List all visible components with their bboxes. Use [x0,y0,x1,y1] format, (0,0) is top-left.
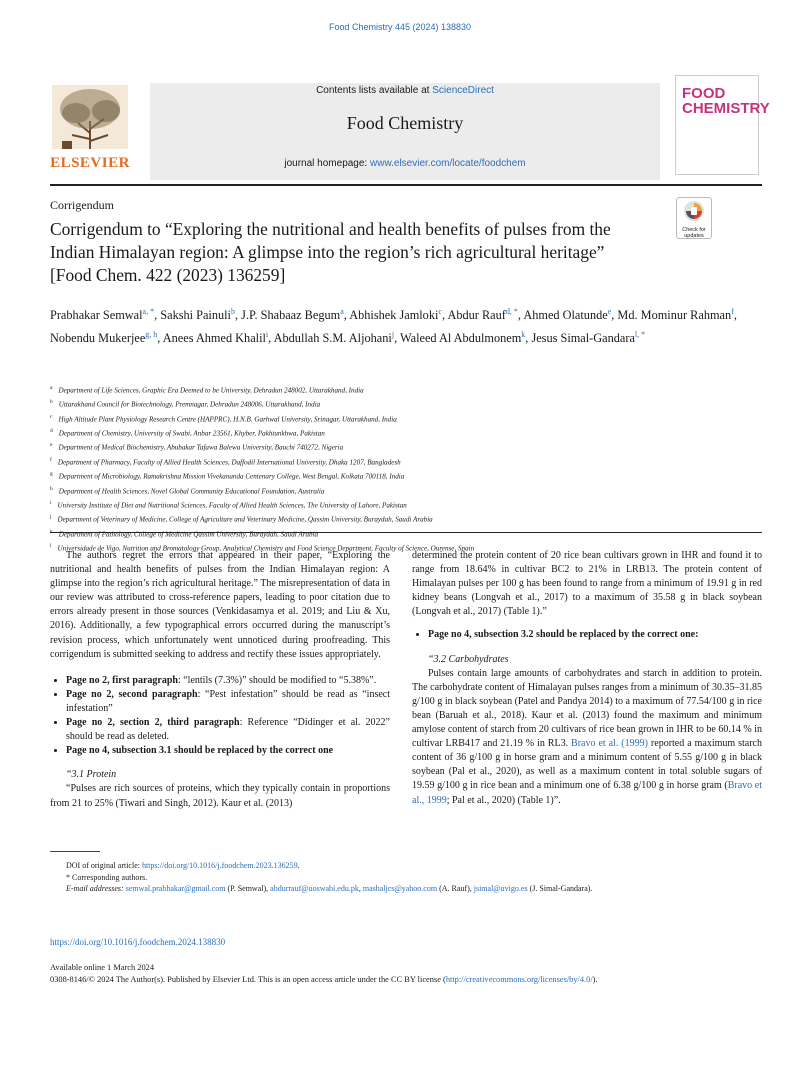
journal-masthead [50,83,770,183]
affiliation-text: Department of Medical Biochemistry, Abubakar Tafawa Balewa University, Bauchi 740272, Nigeria [58,443,344,452]
article-type: Corrigendum [50,198,114,212]
correction-list [50,674,390,759]
subsection-3-2-heading: “3.2 Carbohydrates [428,653,509,665]
affiliation-key: f [50,456,52,463]
email-link[interactable]: semwal.prabhakar@gmail.com [125,884,226,893]
correction-item-2-text: : “Pest infestation” should be read as “insect infestation” [66,688,391,714]
affiliation-text: University Institute of Diet and Nutritional Sciences, Faculty of Allied Health Sciences, The University of Lahore, Pakistan [57,501,407,510]
footnote-rule [50,851,100,852]
cover-title-line-2: CHEMISTRY [682,100,770,117]
section-rule [50,532,762,533]
article-title: Corrigendum to “Exploring the nutritional and health benefits of pulses from the Indian Himalayan region: A glimpse into the region’s rich agricultural heritage” [Food Chem. 422 (2023) 136259] [50,219,611,285]
email-owner: (A. Rauf), [437,884,474,893]
body-right-column [412,549,762,808]
intro-paragraph: The authors regret the errors that appeared in their paper, “Exploring the nutritional and health benefits of pulses from the Indian Himalayan region: A glimpse into the region’s rich agricultural heritage.” The misrepresentation of data in our review was attributed to cross-reference papers, leading to poor citation due to errors already present in those sources (Venkidasamya et al. 2019; and Liu & Xu, 2016). Additionally, a few typographical errors occurred during the manuscript’s revision process, which unfortunately went unnoticed during proofreading. This corrigendum is submitted seeking to address and rectify these issues appropriately. [50,550,390,660]
subsection-3-2-text-c: ; Pal et al., 2020) (Table 1)”. [446,794,561,806]
affiliation-key: h [50,485,53,492]
correction-list-right [412,628,762,642]
author-affiliation-marker[interactable]: l, * [634,330,646,340]
affiliation-key: a [50,385,53,391]
affiliation-item [50,511,760,525]
original-article-doi-link[interactable]: https://doi.org/10.1016/j.foodchem.2023.136259 [141,861,298,870]
affiliation-text: Department of Pharmacy, Faculty of Allied Health Sciences, Daffodil International University, Dhaka 1207, Bangladesh [57,458,401,467]
contents-line [150,85,660,96]
author-affiliation-marker[interactable]: k [521,330,526,340]
affiliation-item [50,483,760,497]
affiliation-item [50,411,760,425]
affiliation-item [50,382,760,396]
subsection-3-1-continued: determined the protein content of 20 rice bean cultivars grown in IHR and found it to range from 18.64% in cultivar BC2 to 21% in LRB13. The protein content of Himalayan pulses per 100 g has been found to range from a minimum of 19.91 g in red kidney beans (Longvah et al., 2017) to a maximum of 35.58 g in black soybean (Longvah et al., 2017) (Table 1).” [412,550,762,618]
sciencedirect-link[interactable]: ScienceDirect [432,85,494,96]
subsection-3-1-text: “Pulses are rich sources of proteins, which they typically contain in proportions from 21 to 25% (Tiwari and Singh, 2012). Kaur et al. (2013) [50,783,390,809]
author-name[interactable]: Md. Mominur Rahman [617,308,732,323]
author-affiliation-marker[interactable]: b [230,307,235,316]
affiliation-key: i [50,499,52,506]
affiliation-key: k [50,528,53,535]
affiliation-key: g [50,471,53,478]
correction-item-5 [428,628,762,642]
doi-footnote [50,860,762,872]
author-affiliation-marker[interactable]: g, h [145,330,158,340]
affiliation-text: Department of Health Sciences, Novel Global Community Educational Foundation, Australia [58,486,325,495]
author-name[interactable]: Anees Ahmed Khalil [162,331,266,346]
correction-item-2 [66,688,390,716]
affiliation-text: High Altitude Plant Physiology Research Centre (HAPPRC), H.N.B. Garhwal University, Srinagar, Uttarakhand, India [58,415,397,424]
author-name[interactable]: Abdur Rauf [447,308,506,323]
correction-item-3 [66,716,390,744]
affiliation-key: l [50,542,52,549]
correction-item-1-bold: Page no 2, first paragraph [66,674,178,686]
affiliation-item [50,468,760,482]
email-link[interactable]: abdurrauf@uoswabi.edu.pk [270,884,359,893]
email-link[interactable]: jsimal@uvigo.es [473,884,528,893]
affiliation-key: j [50,514,52,521]
available-online: Available online 1 March 2024 [50,963,155,972]
email-owner: (P. Semwal), [225,884,271,893]
affiliation-text: Department of Life Sciences, Graphic Era Deemed to be University, Dehradun 248002, Uttarakhand, India [58,386,364,395]
email-label: E-mail addresses: [66,884,126,893]
author-name[interactable]: Abhishek Jamloki [349,308,439,323]
author-name[interactable]: Nobendu Mukerjee [50,331,146,346]
affiliation-text: Uttarakhand Council for Biotechnology, Premnagar, Dehradun 248006, Uttarakhand, India [58,400,321,409]
body-left-column [50,549,390,811]
subsection-3-2-text-b: reported a maximum starch content of 36 g/100 g in horse gram and a minimum content of 5.55 g/100 g in black soybean (Pal et al., 2020), as well as a maximum content in total soluble sugars of 19.59 g/100 g in rice bean and a minimum one of 6.38 g/100 g in horse gram ( [412,738,762,792]
author-affiliation-marker[interactable]: e [607,307,612,316]
author-affiliation-marker[interactable]: j [391,330,395,340]
subsection-3-1-heading: “3.1 Protein [66,769,117,781]
subsection-3-2-text [412,667,762,808]
email-owner: , [358,884,363,893]
affiliation-item [50,497,760,511]
author-name[interactable]: Waleed Al Abdulmonem [400,331,522,346]
affiliation-key: e [50,442,53,449]
email-footnote [50,883,762,895]
author-affiliation-marker[interactable]: c [438,307,442,316]
affiliation-text: Department of Pathology, College of Medicine Qassim University, Buraydah, Saudi Arabia [58,529,319,538]
affiliation-item [50,454,760,468]
check-updates-label: Check for updates [682,227,706,239]
author-name[interactable]: Ahmed Olatunde [523,308,608,323]
correction-item-3-bold: Page no 2, section 2, third paragraph [66,717,240,729]
email-owner: (J. Simal-Gandara). [527,884,593,893]
footnotes [50,860,762,895]
journal-homepage-link[interactable]: www.elsevier.com/locate/foodchem [370,158,526,169]
masthead-banner [150,83,660,180]
affiliation-key: b [50,399,53,406]
email-link[interactable]: mashaljcs@yahoo.com [362,884,438,893]
subsection-3-2-text-a: Pulses contain large amounts of carbohydrates and starch in addition to protein. The carbohydrate content of Himalayan pulses ranges from a minimum of 30.35–31.85 g/100 g in black soybean (Patel and Pandya 2014) to a maximum of 77.54/100 g in rice bean (Baruah et al., 2018). Kaur et al. (2013) found the maximum and minimum amylose content of starch from 20 cultivars of rice bean grown in IHR to be 60.14 % in cultivar LRB417 and 21.19 % in RL3. [412,667,762,750]
author-name[interactable]: Abdullah S.M. Aljohani [273,331,392,346]
publisher-name: ELSEVIER [50,155,130,171]
journal-reference[interactable]: Food Chemistry 445 (2024) 138830 [328,22,472,32]
affiliation-item [50,396,760,410]
email-list [126,884,593,893]
cover-title [682,86,770,116]
author-list: Prabhakar Semwal$^{a, *}$, Sakshi Painuli$^b$, J.P. Shabaaz Begum$^a$, Abhishek Jamloki$^c$, Abdur Rauf$^{d, *}$, Ahmed Olatunde$^e$, Md. Mominur Rahman$^f$, Nobendu Mukerjee$^{g, h}$, Anees Ahmed Khalil$^i$, Abdullah S.M. Aljohani$^j$, Waleed Al Abdulmonem$^k$, Jesus Simal-Gandara$^{l, *}$ [50,307,737,346]
author-affiliation-marker[interactable]: f [731,307,734,316]
cover-title-line-1: FOOD [682,85,726,102]
license-text: 0308-8146/© 2024 The Author(s). Published by Elsevier Ltd. This is an open access article under the CC BY license ( [50,975,446,984]
author-name[interactable]: Sakshi Painuli [160,308,231,323]
affiliation-key: d [50,428,53,435]
homepage-prefix: journal homepage: [284,158,370,169]
affiliation-item [50,439,760,453]
doi-end: . [297,861,300,870]
license-end: ). [592,975,598,984]
check-updates-icon [683,200,705,222]
affiliation-list [50,382,760,554]
corresponding-authors-note: Corresponding authors. [72,872,148,882]
author-name[interactable]: Jesus Simal-Gandara [531,331,635,346]
bravo-1999-citation-link[interactable]: Bravo et al., 1999 [412,780,763,806]
affiliation-text: Department of Veterinary of Medicine, College of Agriculture and Veterinary Medicine, Qassim University, Buraydah, Saudi Arabia [57,515,433,524]
journal-title: Food Chemistry [346,113,464,133]
affiliation-key: c [50,413,53,420]
correction-item-2-bold: Page no 2, second paragraph [66,688,198,700]
article-doi-link[interactable]: https://doi.org/10.1016/j.foodchem.2024.138830 [50,937,226,947]
author-affiliation-marker[interactable]: a [340,307,344,316]
author-affiliation-marker[interactable]: d, * [505,307,518,316]
contents-prefix: Contents lists available at [316,85,433,96]
header-rule [50,184,762,186]
correction-item-1 [66,674,390,688]
cc-license-link[interactable]: http://creativecommons.org/licenses/by/4.0/ [445,975,593,984]
affiliation-text: Department of Chemistry, University of Swabi, Anbar 23561, Khyber, Pakhtunkhwa, Pakistan [58,429,325,438]
doi-label: DOI of original article: [66,861,142,870]
journal-cover-thumbnail[interactable] [675,75,770,175]
correction-item-5-bold: Page no 4, subsection 3.2 should be replaced by the correct one: [428,629,699,641]
corresponding-footnote: * Corresponding authors. [66,872,148,882]
correction-item-1-text: : “lentils (7.3%)” should be modified to “5.38%”. [177,674,377,686]
affiliation-item [50,425,760,439]
author-affiliation-marker[interactable]: i [265,330,269,340]
license-line [50,975,598,984]
correction-item-4-bold: Page no 4, subsection 3.1 should be replaced by the correct one [66,745,334,757]
author-name[interactable]: Prabhakar Semwal [50,308,143,323]
author-affiliation-marker[interactable]: a, * [142,307,155,316]
homepage-line [150,158,660,169]
check-for-updates-badge[interactable] [676,197,712,239]
affiliation-text: Department of Microbiology, Ramakrishna Mission Vivekananda Centenary College, West Bengal, Kolkata 700118, India [58,472,405,481]
bravo-1999-link[interactable]: Bravo et al. (1999) [571,738,648,750]
correction-item-3-text: : Reference “Didinger et al. 2022” should be read as deleted. [66,717,390,743]
author-name[interactable]: J.P. Shabaaz Begum [241,308,341,323]
correction-item-4 [66,744,390,758]
affiliation-text: Universidade de Vigo, Nutrition and Bromatology Group, Analytical Chemistry and Food Science Department, Faculty of Science, Ourense, Spain [57,544,475,553]
